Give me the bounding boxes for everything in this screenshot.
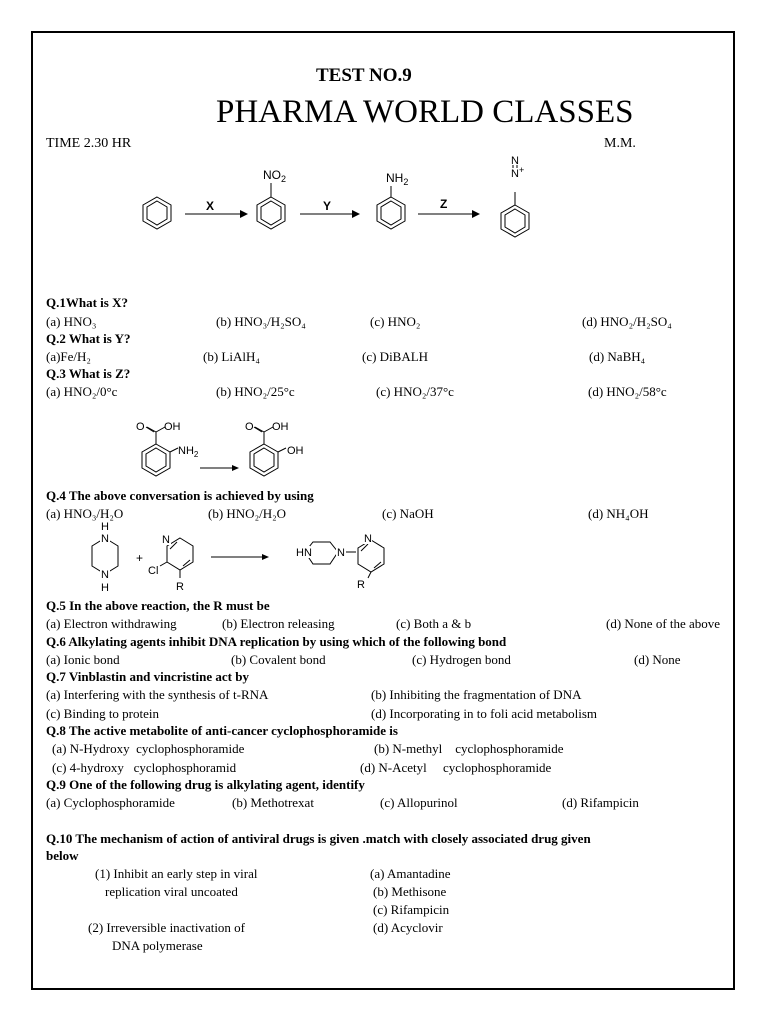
piperazine-n-bottom: N bbox=[101, 569, 109, 581]
school-title: PHARMA WORLD CLASSES bbox=[216, 94, 634, 130]
q3-option-a[interactable]: (a) HNO₂/0°c bbox=[46, 384, 118, 399]
question-10: Q.10 The mechanism of action of antiviral drugs is given .match with closely associated drug given bbox=[46, 831, 591, 846]
product-n-label: N bbox=[337, 547, 345, 559]
q7-option-b[interactable]: (b) Inhibiting the fragmentation of DNA bbox=[371, 687, 582, 702]
q3-option-c[interactable]: (c) HNO₂/37°c bbox=[376, 384, 454, 399]
diazonium-n1: N bbox=[511, 155, 519, 167]
q1-option-d[interactable]: (d) HNO₂/H₂SO₄ bbox=[582, 314, 672, 329]
anthranilic-nh2-label: $NH_2$ bbox=[178, 445, 199, 459]
salicylic-oh-label: OH bbox=[272, 421, 289, 433]
q4-option-c[interactable]: (c) NaOH bbox=[382, 506, 434, 521]
diazonium-charge: + bbox=[519, 165, 525, 175]
q10-mechanism-1-line2: replication viral uncoated bbox=[105, 884, 238, 899]
anthranilic-o-label: O bbox=[136, 421, 145, 433]
amine-group-label: $NH_2$ bbox=[386, 171, 409, 187]
diazonium-n2: N bbox=[511, 168, 519, 180]
q9-option-c[interactable]: (c) Allopurinol bbox=[380, 795, 458, 810]
q2-option-d[interactable]: (d) NaBH₄ bbox=[589, 349, 646, 364]
reaction-arrow-x bbox=[185, 199, 248, 218]
diazonium-structure bbox=[501, 192, 529, 237]
q10-mechanism-1-line1: (1) Inhibit an early step in viral bbox=[95, 866, 258, 881]
reaction-scheme-anthranilic-salicylic bbox=[0, 412, 768, 492]
q9-option-a[interactable]: (a) Cyclophosphoramide bbox=[46, 795, 175, 810]
q4-option-a[interactable]: (a) HNO₃/H₂O bbox=[46, 506, 124, 521]
q9-option-b[interactable]: (b) Methotrexat bbox=[232, 795, 314, 810]
benzene-structure bbox=[143, 197, 171, 229]
question-5: Q.5 In the above reaction, the R must be bbox=[46, 598, 270, 613]
question-8: Q.8 The active metabolite of anti-cancer cyclophosphoramide is bbox=[46, 723, 398, 738]
plus-sign: + bbox=[136, 551, 144, 565]
q7-option-c[interactable]: (c) Binding to protein bbox=[46, 706, 160, 721]
q8-option-c[interactable]: (c) 4-hydroxy cyclophosphoramid bbox=[52, 760, 237, 775]
question-6: Q.6 Alkylating agents inhibit DNA replication by using which of the following bond bbox=[46, 634, 507, 649]
q4-option-b[interactable]: (b) HNO₂/H₂O bbox=[208, 506, 287, 521]
question-10-continued: below bbox=[46, 848, 79, 863]
salicylic-acid-structure bbox=[250, 427, 286, 476]
chloro-label: Cl bbox=[148, 565, 159, 577]
q7-option-d[interactable]: (d) Incorporating in to foli acid metabolism bbox=[371, 706, 597, 721]
q3-option-d[interactable]: (d) HNO₂/58°c bbox=[588, 384, 667, 399]
aniline-structure bbox=[377, 186, 405, 229]
q2-option-b[interactable]: (b) LiAlH₄ bbox=[203, 349, 260, 364]
question-1: Q.1What is X? bbox=[46, 295, 128, 310]
q5-option-d[interactable]: (d) None of the above bbox=[606, 616, 721, 631]
q9-option-d[interactable]: (d) Rifampicin bbox=[562, 795, 639, 810]
question-7: Q.7 Vinblastin and vincristine act by bbox=[46, 669, 249, 684]
arrow-label-x: X bbox=[206, 199, 215, 213]
q3-option-b[interactable]: (b) HNO₂/25°c bbox=[216, 384, 295, 399]
q7-option-a[interactable]: (a) Interfering with the synthesis of t-RNA bbox=[46, 687, 269, 702]
q6-option-a[interactable]: (a) Ionic bond bbox=[46, 652, 120, 667]
q1-option-c[interactable]: (c) HNO₂ bbox=[370, 314, 421, 329]
nitrobenzene-structure bbox=[257, 183, 285, 229]
question-2: Q.2 What is Y? bbox=[46, 331, 131, 346]
piperazine-h-bottom: H bbox=[101, 582, 109, 594]
reaction-arrow-3 bbox=[211, 554, 269, 560]
question-3: Q.3 What is Z? bbox=[46, 366, 131, 381]
q10-drug-c[interactable]: (c) Rifampicin bbox=[373, 902, 450, 917]
salicylic-phenol-oh-label: OH bbox=[287, 445, 304, 457]
anthranilic-oh-label: OH bbox=[164, 421, 181, 433]
q1-option-a[interactable]: (a) HNO₃ bbox=[46, 314, 97, 329]
salicylic-o-label: O bbox=[245, 421, 254, 433]
q8-option-a[interactable]: (a) N-Hydroxy cyclophosphoramide bbox=[52, 741, 245, 756]
q2-option-c[interactable]: (c) DiBALH bbox=[362, 349, 429, 364]
pyridine-n-label: N bbox=[162, 534, 170, 546]
q10-drug-b[interactable]: (b) Methisone bbox=[373, 884, 447, 899]
q6-option-c[interactable]: (c) Hydrogen bond bbox=[412, 652, 511, 667]
product-structure bbox=[305, 540, 384, 578]
product-hn-label: HN bbox=[296, 547, 312, 559]
q10-drug-d[interactable]: (d) Acyclovir bbox=[373, 920, 443, 935]
piperazine-n-top: N bbox=[101, 533, 109, 545]
product-pyridine-n-label: N bbox=[364, 533, 372, 545]
max-marks-label: M.M. bbox=[604, 136, 636, 151]
r-group-label-1: R bbox=[176, 581, 184, 593]
question-4: Q.4 The above conversation is achieved by using bbox=[46, 488, 314, 503]
q10-mechanism-2-line1: (2) Irreversible inactivation of bbox=[88, 920, 246, 935]
reaction-scheme-piperazine bbox=[0, 520, 768, 600]
q4-option-d[interactable]: (d) NH₄OH bbox=[588, 506, 649, 521]
nitro-group-label: $NO_2$ bbox=[263, 168, 287, 184]
reaction-arrow-2 bbox=[200, 465, 239, 471]
q10-drug-a[interactable]: (a) Amantadine bbox=[370, 866, 451, 881]
q8-option-d[interactable]: (d) N-Acetyl cyclophosphoramide bbox=[360, 760, 552, 775]
reaction-arrow-y bbox=[300, 199, 360, 218]
r-group-label-2: R bbox=[357, 579, 365, 591]
q10-mechanism-2-line2: DNA polymerase bbox=[112, 938, 203, 953]
q1-option-b[interactable]: (b) HNO₃/H₂SO₄ bbox=[216, 314, 306, 329]
question-9: Q.9 One of the following drug is alkylating agent, identify bbox=[46, 777, 365, 792]
reaction-scheme-benzene-diazonium bbox=[0, 150, 768, 250]
q6-option-b[interactable]: (b) Covalent bond bbox=[231, 652, 326, 667]
q5-option-b[interactable]: (b) Electron releasing bbox=[222, 616, 335, 631]
q6-option-d[interactable]: (d) None bbox=[634, 652, 681, 667]
arrow-label-y: Y bbox=[323, 199, 332, 213]
time-label: TIME 2.30 HR bbox=[46, 136, 132, 151]
arrow-label-z: Z bbox=[440, 197, 448, 211]
piperazine-h-top: H bbox=[101, 521, 109, 533]
q5-option-a[interactable]: (a) Electron withdrawing bbox=[46, 616, 177, 631]
q5-option-c[interactable]: (c) Both a & b bbox=[396, 616, 472, 631]
q8-option-b[interactable]: (b) N-methyl cyclophosphoramide bbox=[374, 741, 564, 756]
test-number: TEST NO.9 bbox=[316, 65, 412, 86]
reaction-arrow-z bbox=[418, 197, 480, 218]
anthranilic-acid-structure bbox=[142, 427, 178, 476]
q2-option-a[interactable]: (a)Fe/H₂ bbox=[46, 349, 91, 364]
